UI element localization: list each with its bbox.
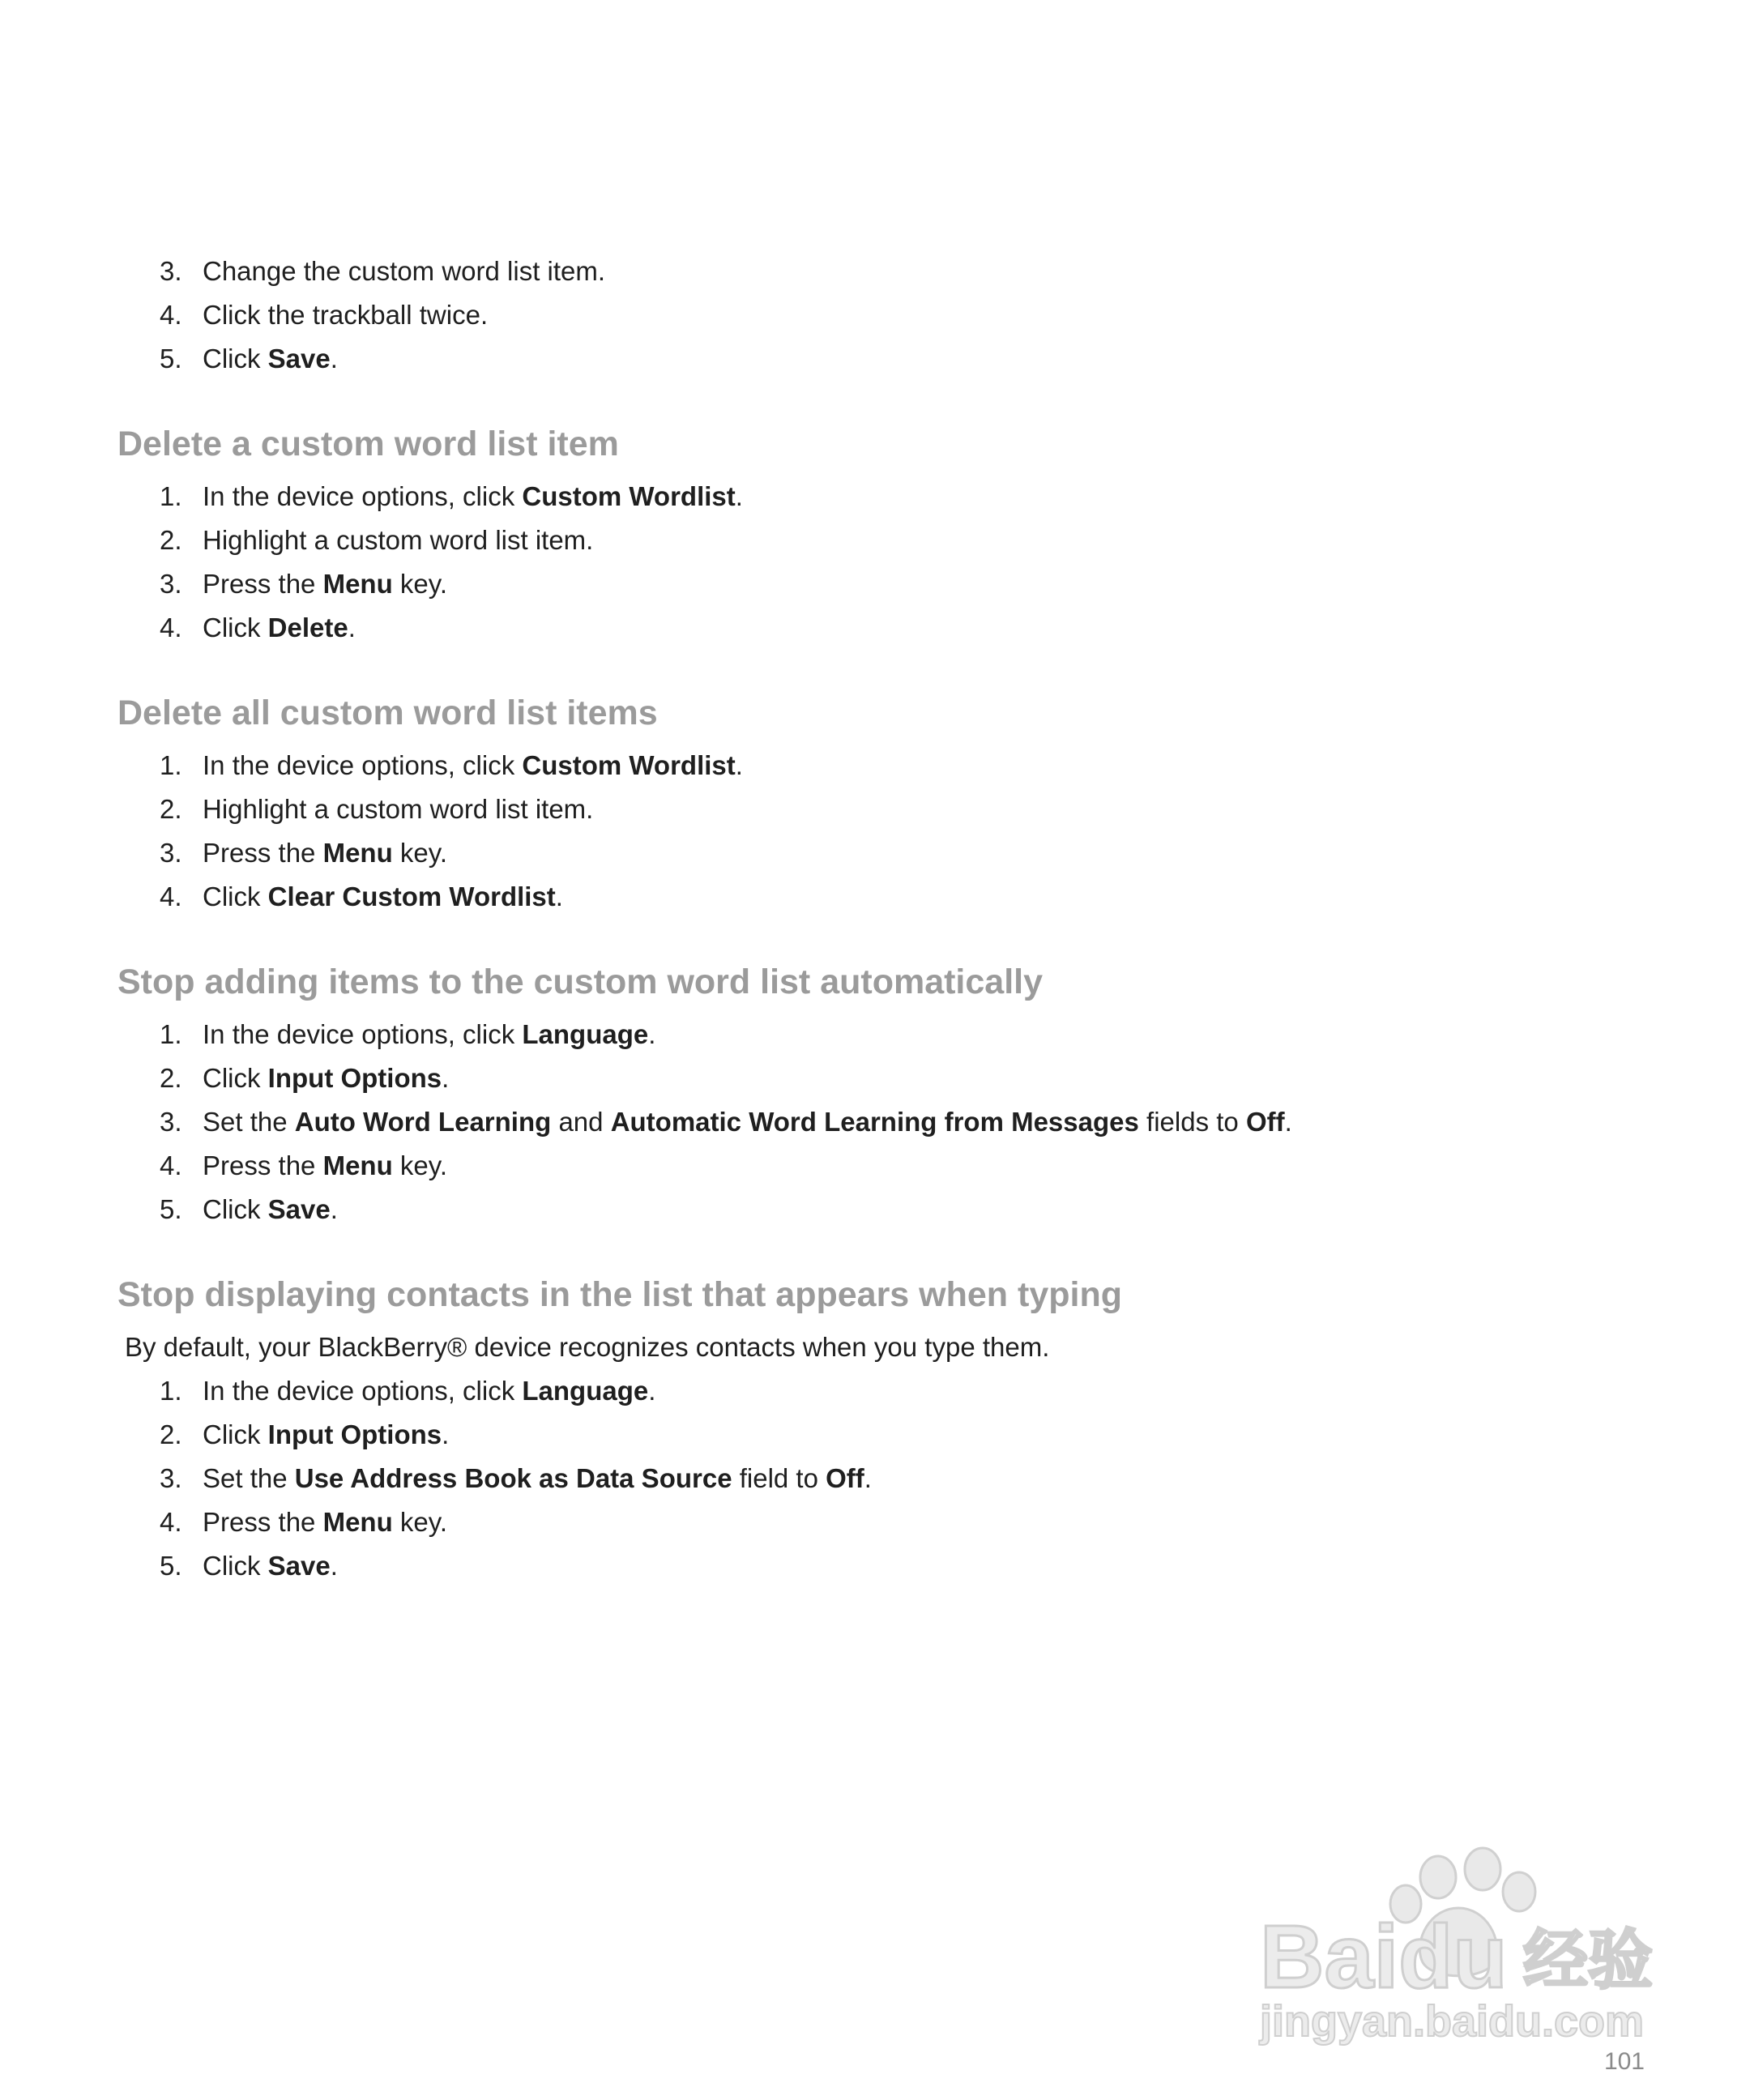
step-text-run: Set the — [203, 1463, 295, 1493]
step-item — [117, 519, 1657, 562]
step-list — [117, 1369, 1657, 1588]
step-number: 1. — [160, 481, 182, 511]
section-delete-all-custom-word-list-items — [117, 650, 1657, 919]
step-number: 3. — [160, 838, 182, 868]
svg-text:经验: 经验 — [1523, 1923, 1653, 1998]
step-text — [203, 300, 488, 330]
step-number: 3. — [160, 1107, 182, 1137]
step-number: 5. — [160, 1194, 182, 1224]
step-text-run: Click — [203, 1419, 268, 1449]
step-text-run: In the device options, click — [203, 1376, 523, 1406]
ui-term: Delete — [267, 612, 348, 642]
step-text-run: . — [648, 1376, 656, 1406]
step-item — [117, 831, 1657, 875]
step-text-run: . — [1284, 1107, 1292, 1137]
step-text-run: Click — [203, 344, 268, 373]
section-heading: Delete all custom word list items — [117, 694, 658, 732]
step-text-run: Set the — [203, 1107, 295, 1137]
step-text — [203, 481, 743, 511]
step-item — [117, 1100, 1657, 1144]
step-number: 5. — [160, 1551, 182, 1581]
step-number: 1. — [160, 1376, 182, 1406]
step-text-run: Highlight a custom word list item. — [203, 525, 594, 555]
step-text-run: In the device options, click — [203, 750, 523, 780]
page-content — [117, 250, 1657, 1588]
step-number: 2. — [160, 794, 182, 824]
section-stop-adding-items-to-the-custom-word-list-automatically — [117, 919, 1657, 1231]
step-text-run: . — [864, 1463, 872, 1493]
step-number: 4. — [160, 881, 182, 911]
section-heading: Stop displaying contacts in the list that appears when typing — [117, 1275, 1122, 1314]
step-text — [203, 1507, 447, 1537]
ui-term: Menu — [322, 1507, 393, 1537]
step-text-run: Change the custom word list item. — [203, 256, 606, 286]
step-number: 4. — [160, 1507, 182, 1537]
step-number: 2. — [160, 1419, 182, 1449]
step-text-run: Press the — [203, 1150, 323, 1180]
step-text-run: Click — [203, 1551, 268, 1581]
step-number: 5. — [160, 344, 182, 373]
step-text — [203, 1107, 1292, 1137]
step-text-run: key. — [392, 1150, 447, 1180]
step-text-run: . — [555, 881, 563, 911]
step-text-run: . — [735, 750, 743, 780]
ui-term: Off — [826, 1463, 864, 1493]
step-text-run: Click — [203, 1194, 268, 1224]
step-number: 4. — [160, 300, 182, 330]
step-number: 4. — [160, 1150, 182, 1180]
step-text — [203, 838, 447, 868]
step-text — [203, 256, 605, 286]
step-item — [117, 1457, 1657, 1500]
step-item — [117, 1369, 1657, 1413]
step-item — [117, 562, 1657, 606]
step-text-run: Press the — [203, 1507, 323, 1537]
ui-term: Language — [522, 1019, 649, 1049]
section-stop-displaying-contacts-in-the-list-that-appears-when-typing — [117, 1231, 1657, 1588]
step-number: 1. — [160, 1019, 182, 1049]
step-item — [117, 1188, 1657, 1231]
step-text-run: Click — [203, 881, 268, 911]
step-item — [117, 1413, 1657, 1457]
step-text — [203, 344, 338, 373]
step-text-run: . — [330, 1551, 338, 1581]
section-heading: Delete a custom word list item — [117, 425, 619, 463]
step-text — [203, 1063, 449, 1093]
step-text-run: and — [551, 1107, 611, 1137]
step-number: 2. — [160, 525, 182, 555]
step-text-run: . — [442, 1419, 450, 1449]
step-text-run: . — [330, 1194, 338, 1224]
step-item — [117, 475, 1657, 519]
continued-step-list — [117, 250, 1657, 381]
step-text — [203, 525, 593, 555]
ui-term: Custom Wordlist — [522, 750, 736, 780]
step-text-run: . — [442, 1063, 450, 1093]
step-item — [117, 1544, 1657, 1588]
step-number: 2. — [160, 1063, 182, 1093]
step-number: 1. — [160, 750, 182, 780]
step-list — [117, 1013, 1657, 1231]
step-item — [117, 250, 1657, 293]
step-text-run: key. — [392, 838, 447, 868]
page-number: 101 — [1603, 2048, 1645, 2075]
step-text — [203, 612, 356, 642]
step-text — [203, 1376, 655, 1406]
ui-term: Custom Wordlist — [522, 481, 736, 511]
step-text-run: In the device options, click — [203, 481, 523, 511]
step-text — [203, 1551, 338, 1581]
step-text — [203, 569, 447, 599]
baidu-jingyan-watermark-logo — [1252, 1843, 1673, 2046]
ui-term: Use Address Book as Data Source — [294, 1463, 732, 1493]
step-item — [117, 1144, 1657, 1188]
step-text-run: Click the trackball twice. — [203, 300, 489, 330]
step-item — [117, 744, 1657, 788]
step-text — [203, 1463, 872, 1493]
step-text-run: In the device options, click — [203, 1019, 523, 1049]
ui-term: Save — [267, 1194, 331, 1224]
svg-text:Baidu: Baidu — [1260, 1907, 1508, 2007]
ui-term: Menu — [322, 569, 393, 599]
step-text — [203, 1419, 449, 1449]
step-text — [203, 750, 743, 780]
svg-text:jingyan.baidu.com: jingyan.baidu.com — [1260, 1997, 1645, 2046]
step-text — [203, 1019, 655, 1049]
step-number: 3. — [160, 256, 182, 286]
ui-term: Menu — [322, 838, 393, 868]
section-heading: Stop adding items to the custom word list automatically — [117, 962, 1044, 1001]
step-number: 3. — [160, 1463, 182, 1493]
step-item — [117, 293, 1657, 337]
step-number: 4. — [160, 612, 182, 642]
section-intro: By default, your BlackBerry® device recognizes contacts when you type them. — [125, 1332, 1050, 1362]
step-text-run: Highlight a custom word list item. — [203, 794, 594, 824]
ui-term: Automatic Word Learning from Messages — [610, 1107, 1139, 1137]
step-item — [117, 1056, 1657, 1100]
step-text-run: . — [348, 612, 356, 642]
ui-term: Language — [522, 1376, 649, 1406]
step-text-run: . — [735, 481, 743, 511]
step-text-run: Click — [203, 612, 268, 642]
step-text — [203, 1194, 338, 1224]
step-text — [203, 1150, 447, 1180]
step-text-run: fields to — [1138, 1107, 1246, 1137]
ui-term: Save — [267, 1551, 331, 1581]
step-text-run: key. — [392, 1507, 447, 1537]
step-list — [117, 744, 1657, 919]
ui-term: Save — [267, 344, 331, 373]
step-text-run: Press the — [203, 569, 323, 599]
sections-container — [117, 381, 1657, 1588]
step-text-run: key. — [392, 569, 447, 599]
step-item — [117, 875, 1657, 919]
step-list — [117, 475, 1657, 650]
step-item — [117, 337, 1657, 381]
ui-term: Menu — [322, 1150, 393, 1180]
step-text-run: field to — [732, 1463, 826, 1493]
step-text-run: Click — [203, 1063, 268, 1093]
step-item — [117, 1013, 1657, 1056]
ui-term: Input Options — [267, 1063, 442, 1093]
step-text-run: Press the — [203, 838, 323, 868]
ui-term: Input Options — [267, 1419, 442, 1449]
ui-term: Off — [1245, 1107, 1285, 1137]
step-number: 3. — [160, 569, 182, 599]
ui-term: Auto Word Learning — [294, 1107, 552, 1137]
step-text-run: . — [648, 1019, 656, 1049]
step-text-run: . — [330, 344, 338, 373]
step-item — [117, 606, 1657, 650]
step-text — [203, 881, 563, 911]
step-item — [117, 788, 1657, 831]
section-delete-a-custom-word-list-item — [117, 381, 1657, 650]
step-text — [203, 794, 593, 824]
step-item — [117, 1500, 1657, 1544]
ui-term: Clear Custom Wordlist — [267, 881, 556, 911]
